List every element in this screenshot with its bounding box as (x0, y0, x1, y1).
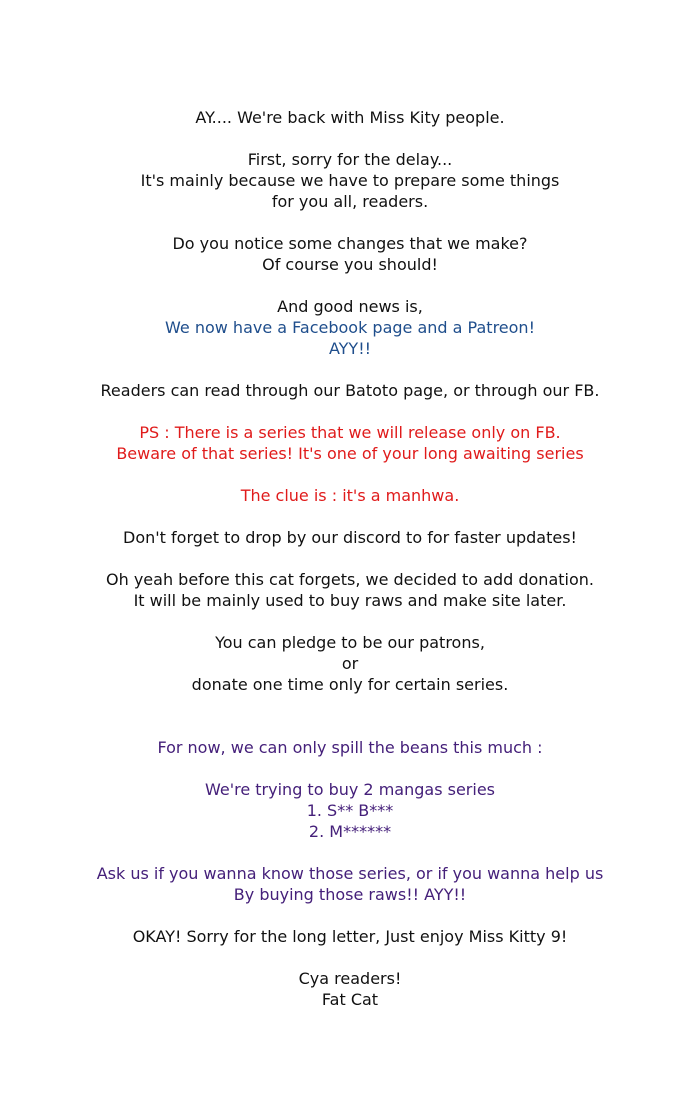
news-line-3: AYY!! (328, 339, 372, 358)
ask-line-2: By buying those raws!! AYY!! (233, 885, 467, 904)
ask-line-1: Ask us if you wanna know those series, or if you wanna help us (96, 864, 604, 883)
okay-line: OKAY! Sorry for the long letter, Just enjoy Miss Kitty 9! (132, 927, 568, 946)
delay-line-1: First, sorry for the delay... (247, 150, 453, 169)
discord-line: Don't forget to drop by our discord to for faster updates! (123, 528, 577, 547)
changes-line-1: Do you notice some changes that we make? (172, 234, 528, 253)
news-line-1: And good news is, (277, 297, 423, 316)
delay-line-2: It's mainly because we have to prepare some things (140, 171, 560, 190)
series-line-2: 2. M****** (308, 822, 392, 841)
ps-line-2: Beware of that series! It's one of your long awaiting series (116, 444, 584, 463)
clue-line: The clue is : it's a manhwa. (240, 486, 460, 505)
pledge-line-2: or (341, 654, 359, 673)
signature-line: Fat Cat (321, 990, 379, 1009)
cya-line: Cya readers! (298, 969, 402, 988)
ps-line-1: PS : There is a series that we will release only on FB. (139, 423, 561, 442)
delay-line-3: for you all, readers. (271, 192, 429, 211)
news-line-2: We now have a Facebook page and a Patreon! (165, 318, 535, 337)
changes-line-2: Of course you should! (262, 255, 438, 274)
donation-line-1: Oh yeah before this cat forgets, we decided to add donation. (106, 570, 594, 589)
greeting-line: AY.... We're back with Miss Kity people. (195, 108, 505, 127)
pledge-line-3: donate one time only for certain series. (191, 675, 509, 694)
series-line-1: 1. S** B*** (306, 801, 394, 820)
donation-line-2: It will be mainly used to buy raws and make site later. (133, 591, 567, 610)
pledge-line-1: You can pledge to be our patrons, (215, 633, 485, 652)
beans-line: For now, we can only spill the beans this much : (157, 738, 543, 757)
read-line: Readers can read through our Batoto page, or through our FB. (100, 381, 600, 400)
buy-line: We're trying to buy 2 mangas series (205, 780, 495, 799)
